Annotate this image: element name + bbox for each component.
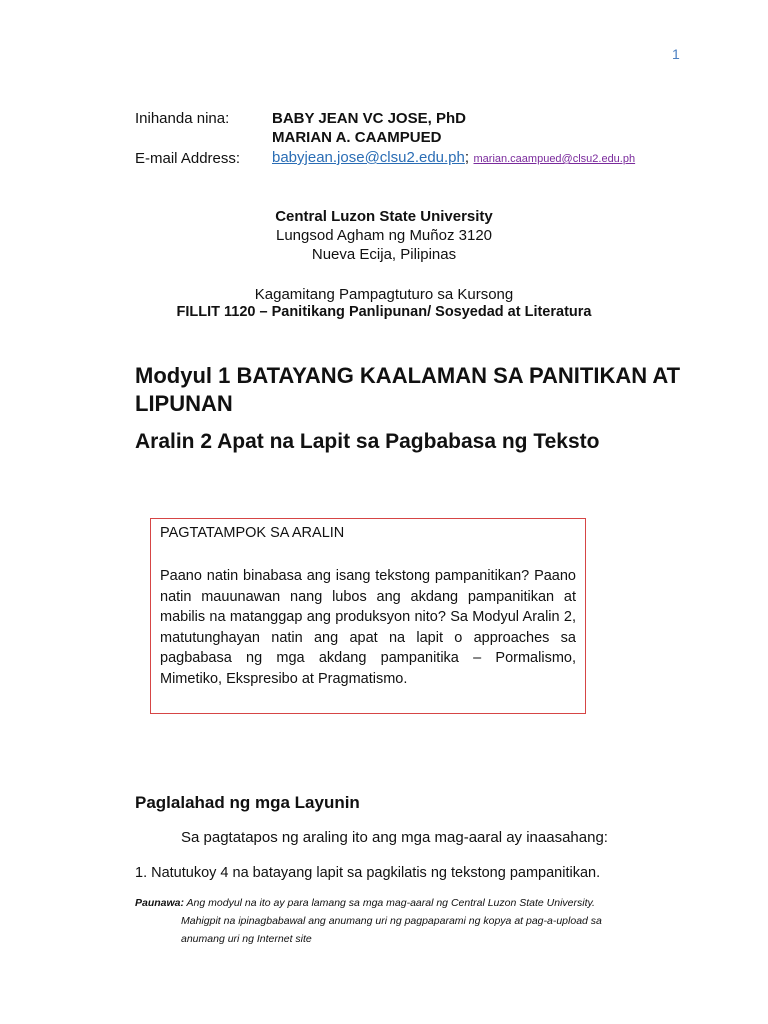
university-address-2: Nueva Ecija, Pilipinas bbox=[311, 246, 457, 263]
module-title: Modyul 1 BATAYANG KAALAMAN SA PANITIKAN AT LIPUNAN bbox=[135, 363, 681, 416]
prepared-by-label: Inihanda nina: bbox=[135, 110, 230, 127]
notice bbox=[135, 894, 655, 948]
university-name: Central Luzon State University bbox=[275, 208, 493, 225]
author-1: BABY JEAN VC JOSE, PhD bbox=[272, 110, 466, 127]
notice-line-3: anumang uri ng Internet site bbox=[181, 933, 312, 945]
objective-item-1: 1. Natutukoy 4 na batayang lapit sa pagkilatis ng tekstong pampanitikan. bbox=[135, 865, 601, 881]
email-link-2[interactable]: marian.caampued@clsu2.edu.ph bbox=[473, 153, 636, 165]
objectives-intro: Sa pagtatapos ng araling ito ang mga mag-aaral ay inaasahang: bbox=[181, 829, 608, 846]
highlight-box-text: Paano natin binabasa ang isang tekstong pampanitikan? Paano natin mauunawan nang lubos ang akdang pampanitikan at mabilis na matanggap ang produksyon nito? Sa Modyul Aralin 2, matutunghayan natin ang apat na lapit o approaches sa pagbabasa ng mga akdang pampanitika – Pormalismo, Mimetiko, Ekspresibo at Pragmatismo. bbox=[160, 568, 576, 687]
university-address-1: Lungsod Agham ng Muñoz 3120 bbox=[276, 227, 492, 244]
objectives-heading: Paglalahad ng mga Layunin bbox=[135, 793, 360, 812]
highlight-box-title: PAGTATAMPOK SA ARALIN bbox=[160, 525, 345, 541]
notice-label: Paunawa: bbox=[135, 897, 185, 909]
lesson-title: Aralin 2 Apat na Lapit sa Pagbabasa ng Teksto bbox=[135, 430, 600, 453]
email-label: E-mail Address: bbox=[135, 150, 241, 167]
notice-line-2: Mahigpit na ipinagbabawal ang anumang uri ng pagpaparami ng kopya at pag-a-upload sa bbox=[181, 915, 602, 927]
email-line bbox=[272, 149, 635, 167]
email-separator: ; bbox=[464, 149, 470, 166]
notice-line-1: Ang modyul na ito ay para lamang sa mga mag-aaral ng Central Luzon State University. bbox=[186, 897, 595, 909]
author-2: MARIAN A. CAAMPUED bbox=[272, 129, 442, 146]
course-intro: Kagamitang Pampagtuturo sa Kursong bbox=[254, 286, 514, 303]
page-number: 1 bbox=[672, 46, 680, 62]
course-title: FILLIT 1120 – Panitikang Panlipunan/ Sosyedad at Literatura bbox=[176, 304, 592, 320]
highlight-box bbox=[150, 518, 586, 714]
email-link-1[interactable]: babyjean.jose@clsu2.edu.ph bbox=[272, 149, 465, 166]
